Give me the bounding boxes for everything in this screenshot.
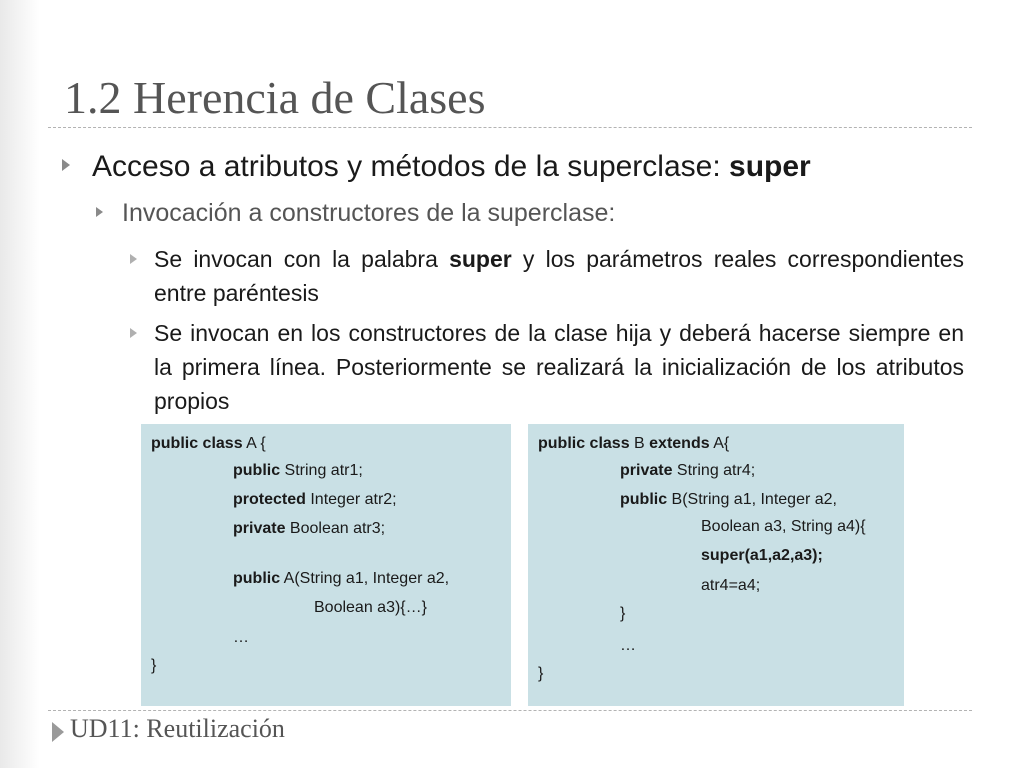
code-line: Boolean a3, String a4){ xyxy=(701,518,866,535)
code-keyword: public class xyxy=(538,435,630,452)
code-text: A{ xyxy=(709,435,730,452)
code-text: Boolean atr3; xyxy=(285,520,386,537)
bullet-arrow-icon xyxy=(130,328,137,338)
code-line xyxy=(233,490,397,510)
bullet-level3-post: y los parámetros reales correspondientes entre paréntesis xyxy=(154,246,964,306)
code-keyword: public xyxy=(233,570,281,587)
bullet-level3-bold: super xyxy=(449,246,512,272)
code-keyword: private xyxy=(620,462,673,479)
bullet-arrow-icon xyxy=(96,207,103,217)
code-line xyxy=(620,490,837,510)
code-line: … xyxy=(233,629,249,646)
code-line-super-call: super(a1,a2,a3); xyxy=(701,547,823,564)
code-line: … xyxy=(620,637,636,654)
code-text: String atr4; xyxy=(672,462,756,479)
code-keyword: extends xyxy=(649,435,710,452)
bullet-arrow-icon xyxy=(130,254,137,264)
code-text: B xyxy=(629,435,650,452)
code-line xyxy=(620,461,755,481)
code-line xyxy=(233,461,363,481)
left-gradient-strip xyxy=(0,0,40,768)
bullet-level1-bold: super xyxy=(729,150,811,183)
code-line: } xyxy=(620,605,626,622)
code-text: B(String a1, Integer a2, xyxy=(667,491,837,508)
footer-divider xyxy=(48,710,972,711)
code-keyword: public class xyxy=(151,435,243,452)
code-keyword: public xyxy=(233,462,281,479)
code-keyword: private xyxy=(233,520,286,537)
bullet-level2-text: Invocación a constructores de la superclase: xyxy=(122,199,616,227)
code-line: } xyxy=(538,665,544,682)
slide-title: 1.2 Herencia de Clases xyxy=(64,72,486,123)
code-line xyxy=(151,434,266,454)
code-line: Boolean a3){…} xyxy=(314,599,427,616)
code-box-class-b xyxy=(528,424,904,706)
code-box-class-a xyxy=(141,424,511,706)
code-text: A(String a1, Integer a2, xyxy=(280,570,450,587)
code-keyword: protected xyxy=(233,491,306,508)
code-line xyxy=(538,434,729,454)
bullet-level3-pre: Se invocan con la palabra xyxy=(154,246,450,272)
bullet-level3-text-1 xyxy=(154,242,964,310)
bullet-arrow-icon xyxy=(62,159,70,171)
code-text: A { xyxy=(242,435,266,452)
bullet-level3-text-2: Se invocan en los constructores de la clase hija y deberá hacerse siempre en la primera línea. Posteriormente se realizará la inicialización de los atributos propios xyxy=(154,320,964,414)
code-line: atr4=a4; xyxy=(701,577,761,594)
footer-label: UD11: Reutilización xyxy=(70,714,285,743)
bullet-level1-text xyxy=(92,148,811,186)
code-text: Integer atr2; xyxy=(305,491,397,508)
code-text: String atr1; xyxy=(280,462,363,479)
footer-arrow-icon xyxy=(52,722,64,742)
bullet-level1-plain: Acceso a atributos y métodos de la superclase: xyxy=(92,150,730,183)
code-line xyxy=(233,519,385,539)
code-line xyxy=(233,569,449,589)
code-line: } xyxy=(151,657,157,674)
code-keyword: public xyxy=(620,491,668,508)
title-divider xyxy=(48,127,972,128)
